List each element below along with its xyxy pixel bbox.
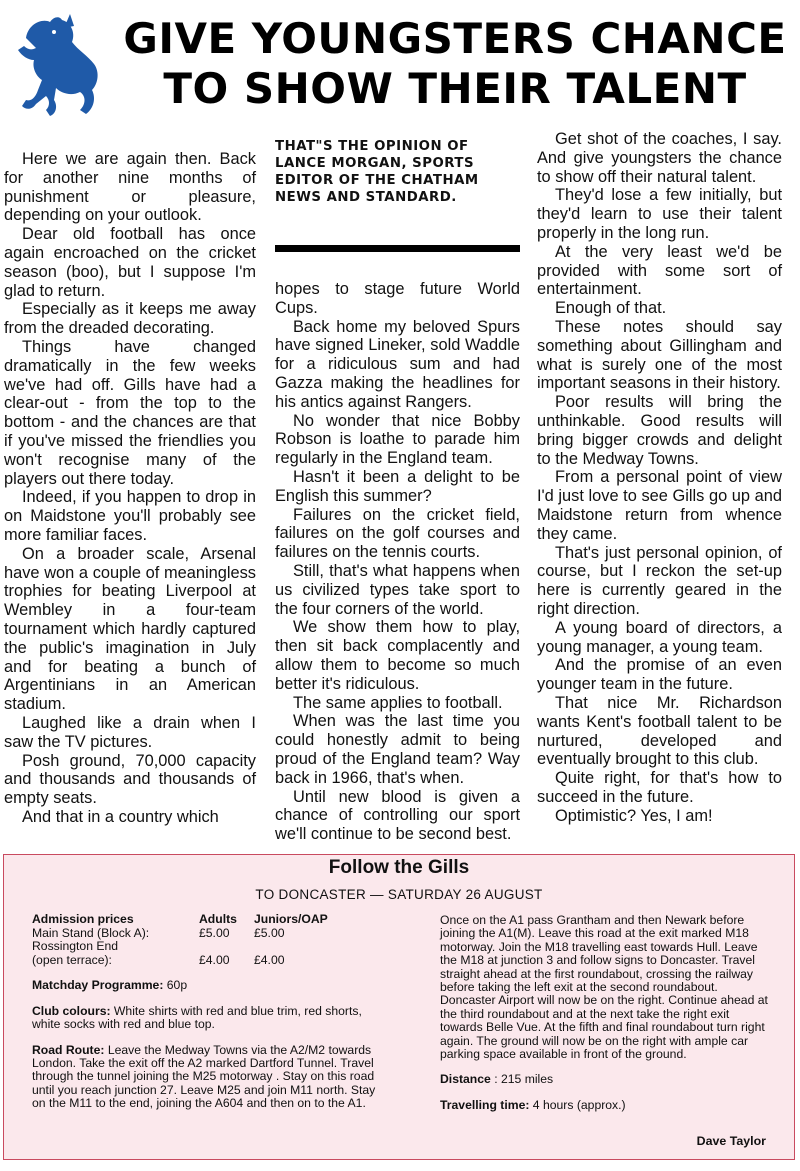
row-label: Main Stand (Block A):: [32, 925, 150, 940]
programme-info: [32, 979, 387, 992]
time-value: 4 hours (approx.): [529, 1097, 626, 1112]
paragraph: Posh ground, 70,000 capacity and thousands and thousands of empty seats.: [4, 751, 256, 808]
paragraph: They'd lose a few initially, but they'd learn to use their talent properly in the long run.: [537, 186, 782, 242]
headline: [110, 14, 800, 114]
price-adults: £4.00: [199, 952, 230, 967]
paragraph: And the promise of an even younger team in the future.: [537, 656, 782, 694]
price-adults: £5.00: [199, 925, 230, 940]
prices-heading: Admission prices: [32, 912, 134, 926]
paragraph: Failures on the cricket field, failures on the golf courses and failures on the tennis courts.: [275, 505, 520, 562]
programme-value: 60p: [163, 978, 188, 993]
paragraph: Dear old football has once again encroached on the cricket season (boo), but I suppose I'm glad to return.: [4, 225, 256, 300]
paragraph: Laughed like a drain when I saw the TV pictures.: [4, 713, 256, 751]
route-info: [32, 1044, 387, 1111]
article-column-3: [537, 130, 782, 825]
article-column-1: [4, 150, 256, 827]
paragraph: Things have changed dramatically in the few weeks we've had off. Gills have had a clear-out - from the top to the bottom - and the chances are that if you've missed the friendlies you won't recognise many of the players out there today.: [4, 337, 256, 488]
paragraph: Especially as it keeps me away from the dreaded decorating.: [4, 300, 256, 338]
col-juniors: Juniors/OAP: [254, 912, 328, 926]
paragraph: Hasn't it been a delight to be English this summer?: [275, 467, 520, 505]
article-column-2: [275, 130, 520, 844]
distance-info: [440, 1073, 770, 1086]
paragraph: At the very least we'd be provided with some sort of entertainment.: [537, 242, 782, 299]
row-label: (open terrace):: [32, 952, 112, 967]
author-signoff: Dave Taylor: [696, 1134, 766, 1148]
row-label: Rossington End: [32, 939, 119, 954]
colours-info: [32, 1005, 387, 1032]
paragraph: On a broader scale, Arsenal have won a couple of meaningless trophies for beating Liverpool at Wembley in a four-team tournament which hardly captured the public's imagination in July and for beating a bunch of Argentinians in an American stadium.: [4, 544, 256, 714]
paragraph: Quite right, for that's how to succeed in the future.: [537, 769, 782, 806]
article-column-2-body: [275, 280, 520, 844]
paragraph: We show them how to play, then sit back complacently and allow them to become so much better it's ridiculous.: [275, 618, 520, 693]
standfirst: THAT"S THE OPINION OF LANCE MORGAN, SPORTS EDITOR OF THE CHATHAM NEWS AND STANDARD.: [275, 139, 479, 205]
paragraph: A young board of directors, a young manager, a young team.: [537, 618, 782, 656]
follow-the-gills-box: [3, 854, 795, 1160]
headline-line-2: TO SHOW THEIR TALENT: [163, 64, 747, 113]
box-right-column: [440, 914, 770, 1122]
paragraph: That's just personal opinion, of course, but I reckon the set-up here is currently geared in the right direction.: [537, 543, 782, 618]
paragraph: Here we are again then. Back for another nine months of punishment or pleasure, depending on your outlook.: [4, 150, 256, 225]
paragraph: Indeed, if you happen to drop in on Maidstone you'll probably see more familiar faces.: [4, 488, 256, 544]
box-subtitle: TO DONCASTER — SATURDAY 26 AUGUST: [255, 887, 543, 902]
time-info: [440, 1099, 770, 1112]
paragraph: Enough of that.: [555, 299, 667, 318]
price-juniors: £4.00: [254, 952, 285, 967]
white-horse-logo: [6, 10, 106, 120]
paragraph: Still, that's what happens when us civilized types take sport to the four corners of the world.: [275, 561, 520, 618]
box-title: Follow the Gills: [328, 857, 470, 878]
paragraph: Poor results will bring the unthinkable. Good results will bring bigger crowds and delight to the Medway Towns.: [537, 393, 782, 468]
paragraph: The same applies to football.: [293, 693, 503, 712]
paragraph: Back home my beloved Spurs have signed Lineker, sold Waddle for a ridiculous sum and had Gazza making the headlines for his antics against Rangers.: [275, 317, 520, 411]
paragraph: These notes should say something about Gillingham and what is surely one of the most important seasons in their history.: [537, 317, 782, 393]
headline-line-1: GIVE YOUNGSTERS CHANCE: [123, 14, 787, 63]
colours-label: Club colours:: [32, 1003, 111, 1018]
route-continued: Once on the A1 pass Grantham and then Newark before joining the A1(M). Leave this road at the exit marked M18 motorway. Join the M18 travelling east towards Hull. Leave the M18 at junction 3 and follow signs to Doncaster. Travel straight ahead at the first roundabout, crossing the railway before taking the left exit at the second roundabout. Doncaster Airport will now be on the right. Continue ahead at the third roundabout and at the next take the right exit towards Belle Vue. At the fifth and final roundabout turn right again. The ground will now be on the right with ample car parking space available in front of the ground.: [440, 913, 768, 1062]
distance-value: : 215 miles: [490, 1072, 554, 1087]
programme-label: Matchday Programme:: [32, 978, 164, 993]
paragraph: hopes to stage future World Cups.: [275, 280, 520, 317]
paragraph: From a personal point of view I'd just love to see Gills go up and Maidstone return from whence they came.: [537, 468, 782, 543]
paragraph: Optimistic? Yes, I am!: [555, 806, 713, 825]
paragraph: Get shot of the coaches, I say. And give youngsters the chance to show off their natural talent.: [537, 130, 782, 186]
paragraph: That nice Mr. Richardson wants Kent's football talent to be nurtured, developed and eventually brought to this club.: [537, 693, 782, 769]
paragraph: When was the last time you could honestly admit to being proud of the England team? Way back in 1966, that's when.: [275, 712, 520, 787]
colours-value: White shirts with red and blue trim, red shorts, white socks with red and blue top.: [32, 1003, 362, 1032]
route-label: Road Route:: [32, 1042, 105, 1057]
paragraph: No wonder that nice Bobby Robson is loathe to parade him regularly in the England team.: [275, 411, 520, 468]
paragraph: Until new blood is given a chance of controlling our sport we'll continue to be second best.: [275, 787, 520, 844]
col-adults: Adults: [199, 912, 237, 926]
paragraph: And that in a country which: [22, 807, 219, 826]
price-juniors: £5.00: [254, 925, 285, 940]
admission-prices-table: [32, 913, 328, 967]
divider-rule: [275, 245, 520, 252]
time-label: Travelling time:: [440, 1097, 530, 1112]
box-left-column: [32, 913, 387, 1121]
distance-label: Distance: [440, 1072, 491, 1087]
route-value: Leave the Medway Towns via the A2/M2 towards London. Take the exit off the A2 marked Dartford Tunnel. Travel through the tunnel joining the M25 motorway . Stay on this road until you reach junction 27. Leave M25 and join M11 north. Stay on the M11 to the end, joining the A604 and then on to the A1.: [32, 1042, 376, 1111]
